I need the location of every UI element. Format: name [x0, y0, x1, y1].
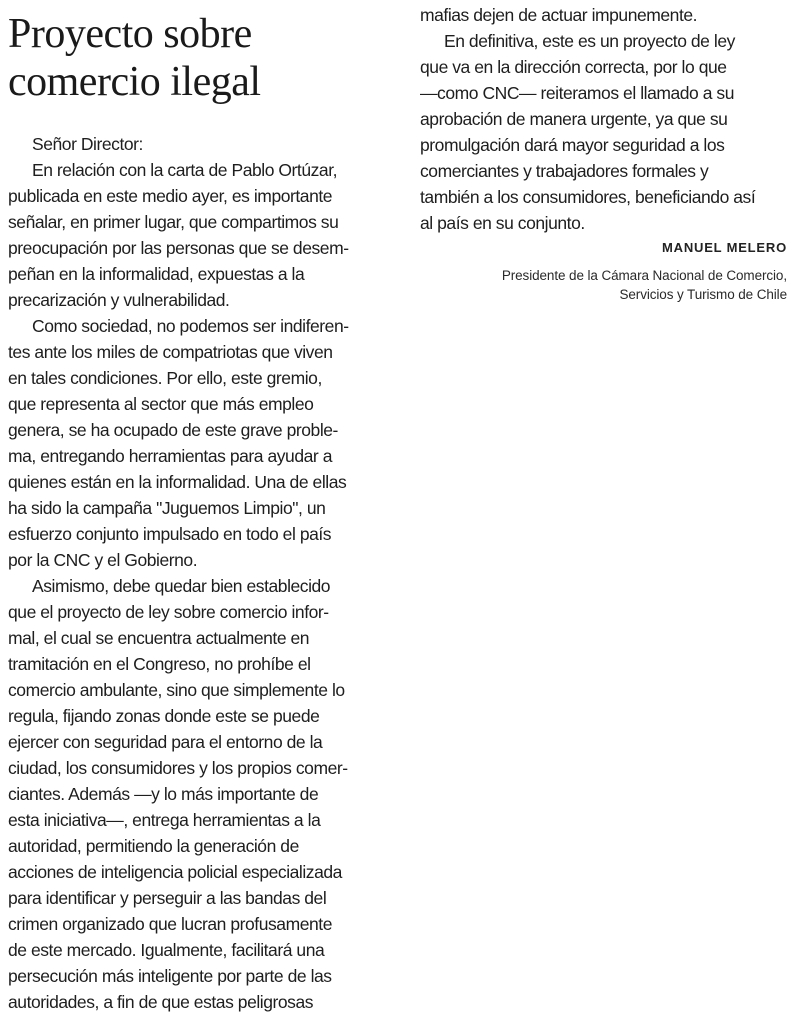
title-line: comercio ilegal — [8, 59, 261, 105]
text-line: ejercer con seguridad para el entorno de la — [8, 732, 323, 752]
text-line: al país en su conjunto. — [420, 213, 585, 233]
left-column — [8, 131, 390, 1015]
text-line: ciantes. Además —y lo más importante de — [8, 784, 319, 804]
text-line: mafias dejen de actuar impunemente. — [420, 5, 698, 25]
role-line: Presidente de la Cámara Nacional de Comercio, — [501, 268, 787, 283]
text-line: Asimismo, debe quedar bien establecido — [32, 576, 331, 596]
text-line: que representa al sector que más empleo — [8, 394, 314, 414]
text-line: promulgación dará mayor seguridad a los — [420, 135, 725, 155]
text-line: autoridad, permitiendo la generación de — [8, 836, 299, 856]
text-line: quienes están en la informalidad. Una de ellas — [8, 472, 347, 492]
right-column — [420, 2, 792, 236]
text-line: Como sociedad, no podemos ser indiferen- — [32, 316, 349, 336]
text-line: En definitiva, este es un proyecto de ley — [444, 31, 735, 51]
text-line: tes ante los miles de compatriotas que viven — [8, 342, 333, 362]
text-line: en tales condiciones. Por ello, este gremio, — [8, 368, 322, 388]
text-line: comerciantes y trabajadores formales y — [420, 161, 709, 181]
text-line: persecución más inteligente por parte de las — [8, 966, 332, 986]
text-line: comercio ambulante, sino que simplemente lo — [8, 680, 345, 700]
text-line: genera, se ha ocupado de este grave proble- — [8, 420, 338, 440]
text-line: peñan en la informalidad, expuestas a la — [8, 264, 305, 284]
text-line: En relación con la carta de Pablo Ortúzar, — [32, 160, 338, 180]
text-line: ciudad, los consumidores y los propios comer- — [8, 758, 348, 778]
text-line: señalar, en primer lugar, que compartimos su — [8, 212, 339, 232]
text-line: preocupación por las personas que se desem- — [8, 238, 349, 258]
text-line: autoridades, a fin de que estas peligrosas — [8, 992, 314, 1012]
text-line: que el proyecto de ley sobre comercio infor- — [8, 602, 329, 622]
text-line: de este mercado. Igualmente, facilitará una — [8, 940, 325, 960]
text-line: mal, el cual se encuentra actualmente en — [8, 628, 310, 648]
text-line: crimen organizado que lucran profusamente — [8, 914, 332, 934]
text-line: para identificar y perseguir a las bandas del — [8, 888, 327, 908]
text-line: publicada en este medio ayer, es importante — [8, 186, 333, 206]
text-line: esfuerzo conjunto impulsado en todo el país — [8, 524, 332, 544]
text-line: tramitación en el Congreso, no prohíbe el — [8, 654, 311, 674]
text-line: que va en la dirección correcta, por lo que — [420, 57, 727, 77]
title-line: Proyecto sobre — [8, 11, 252, 57]
text-line: ma, entregando herramientas para ayudar a — [8, 446, 332, 466]
salutation: Señor Director: — [32, 134, 143, 154]
signer-name: MANUEL MELERO — [662, 240, 787, 255]
text-line: aprobación de manera urgente, ya que su — [420, 109, 728, 129]
text-line: —como CNC— reiteramos el llamado a su — [420, 83, 735, 103]
text-line: ha sido la campaña "Juguemos Limpio", un — [8, 498, 326, 518]
text-line: por la CNC y el Gobierno. — [8, 550, 198, 570]
text-line: regula, fijando zonas donde este se puede — [8, 706, 320, 726]
text-line: acciones de inteligencia policial especializada — [8, 862, 342, 882]
text-line: también a los consumidores, beneficiando así — [420, 187, 756, 207]
role-line: Servicios y Turismo de Chile — [619, 287, 787, 302]
text-line: precarización y vulnerabilidad. — [8, 290, 230, 310]
letter-title — [8, 10, 388, 106]
signer-role — [427, 266, 787, 304]
text-line: esta iniciativa—, entrega herramientas a la — [8, 810, 321, 830]
